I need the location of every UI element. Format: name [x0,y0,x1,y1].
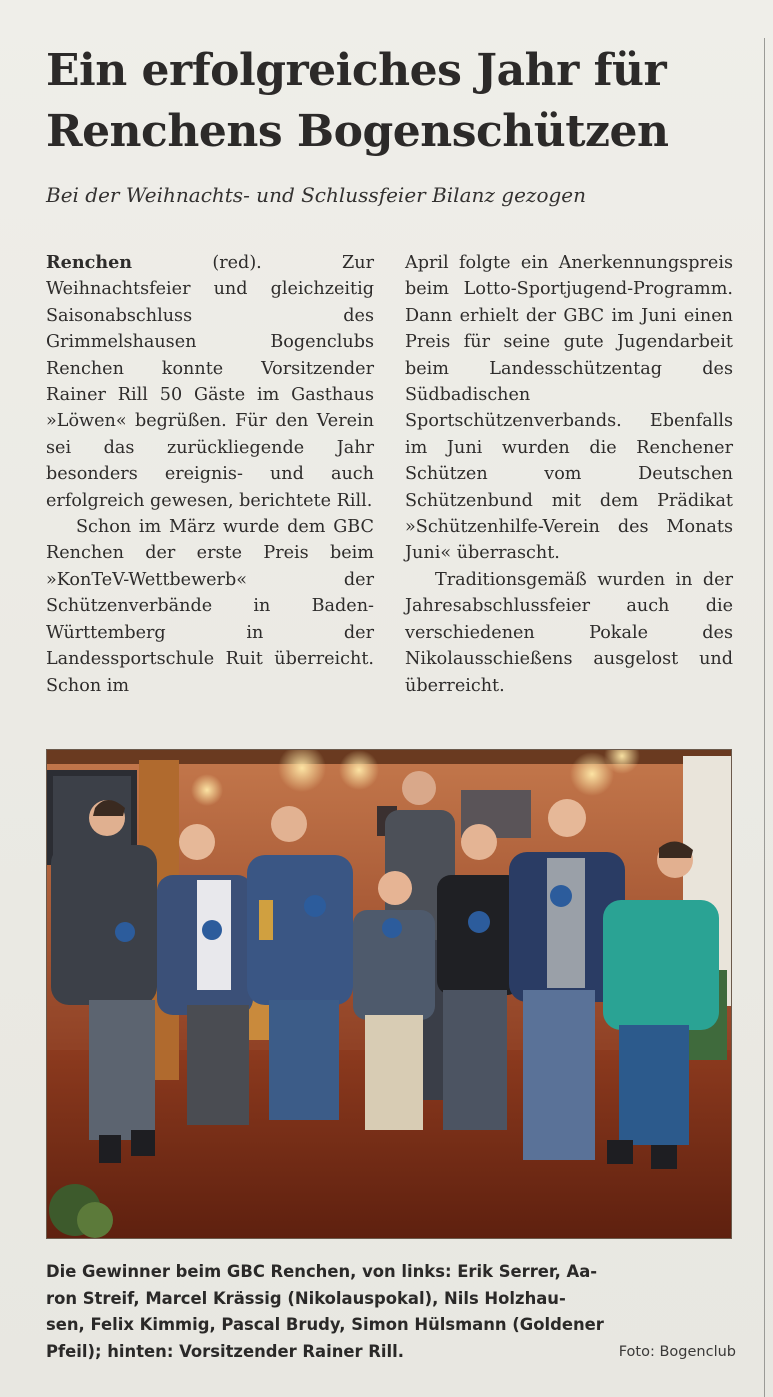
headline-line-1: Ein erfolgreiches Jahr für [46,45,667,96]
caption-line-2: ron Streif, Marcel Krässig (Nikolauspokal), Nils Holzhau- [46,1288,566,1308]
paragraph-maerz: Schon im März wurde dem GBC Renchen der erste Preis beim »KonTeV-Wettbewerb« der Schützenverbände in Baden-Württemberg in der Landessportschule Ruit überreicht. Schon im [46,517,374,696]
caption-line-1: Die Gewinner beim GBC Renchen, von links: Erik Serrer, Aa- [46,1262,598,1281]
article-column-left [46,250,374,699]
paragraph-intro-text: (red). Zur Weihnachtsfeier und gleichzeitig Saisonabschluss des Grimmelshausen Bogenclubs Renchen konnte Vorsitzender Rainer Rill 50 Gäste im Gasthaus »Löwen« begrüßen. Für den Verein sei das zurückliegende Jahr besonders ereignis- und auch erfolgreich gewesen, berichtete Rill. [46,253,374,511]
subtitle: Bei der Weihnachts- und Schlussfeier Bilanz gezogen [46,183,587,207]
article-column-right [405,250,733,699]
paragraph-april: April folgte ein Anerkennungspreis beim Lotto-Sportjugend-Programm. Dann erhielt der GBC im Juni einen Preis für seine gute Jugendarbeit beim Landesschützentag des Südbadischen Sportschützenverbands. Ebenfalls im Juni wurden die Renchener Schützen vom Deutschen Schützenbund mit dem Prädikat »Schützenhilfe-Verein des Monats Juni« überrascht. [405,253,733,564]
column-rule [764,38,765,1397]
headline [46,40,758,162]
photo-caption [46,1259,736,1365]
caption-line-3: sen, Felix Kimmig, Pascal Brudy, Simon Hülsmann (Goldener [46,1315,604,1334]
dateline: Renchen [46,252,133,273]
photo-credit: Foto: Bogenclub [618,1343,736,1360]
paragraph-tradition: Traditionsgemäß wurden in der Jahresabschlussfeier auch die verschiedenen Pokale des Nikolausschießens ausgelost und überreicht. [405,569,733,696]
headline-line-2: Renchens Bogenschützen [46,106,669,157]
caption-line-4: Pfeil); hinten: Vorsitzender Rainer Rill. [46,1341,404,1361]
group-photo [46,749,732,1239]
paragraph-intro [46,250,374,514]
